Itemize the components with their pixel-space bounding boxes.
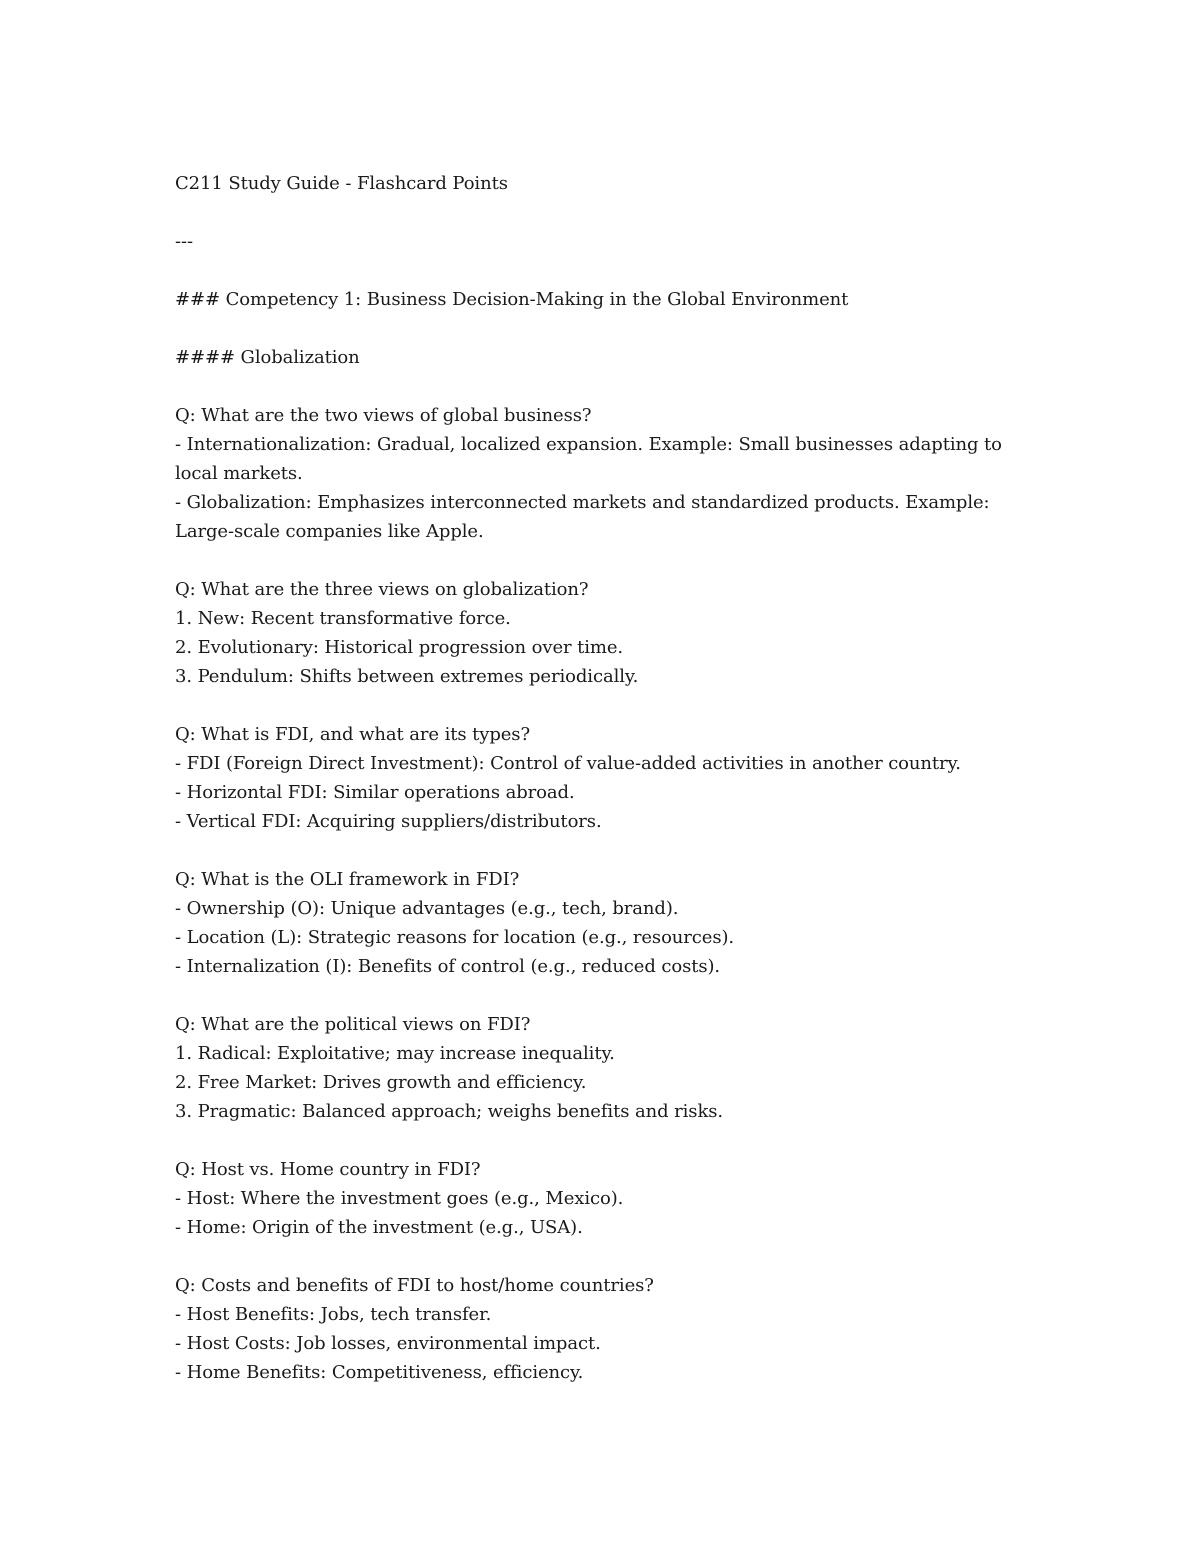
blank-line: [175, 314, 1035, 343]
answer: - Ownership (O): Unique advantages (e.g., tech, brand).: [175, 898, 679, 919]
blank-line: [175, 372, 1035, 401]
qa-block: [175, 1010, 1035, 1126]
blank-line: [175, 546, 1035, 575]
blank-line: [175, 1242, 1035, 1271]
answer: 2. Free Market: Drives growth and efficiency.: [175, 1072, 587, 1093]
blank-line: [175, 691, 1035, 720]
blank-line: [175, 198, 1035, 227]
question: Q: What is the OLI framework in FDI?: [175, 869, 520, 890]
blank-line: [175, 1126, 1035, 1155]
question: Q: What are the three views on globalization?: [175, 579, 589, 600]
answer: - Globalization: Emphasizes interconnected markets and standardized products. Example: Large-scale companies like Apple.: [175, 492, 996, 542]
question: Q: Costs and benefits of FDI to host/home countries?: [175, 1275, 654, 1296]
qa-block: [175, 401, 1035, 546]
blank-line: [175, 256, 1035, 285]
answer: 2. Evolutionary: Historical progression over time.: [175, 637, 624, 658]
answer: - Location (L): Strategic reasons for location (e.g., resources).: [175, 927, 735, 948]
qa-block: [175, 1155, 1035, 1242]
question: Q: What are the political views on FDI?: [175, 1014, 531, 1035]
answer: - Vertical FDI: Acquiring suppliers/distributors.: [175, 811, 602, 832]
document-title: C211 Study Guide - Flashcard Points: [175, 173, 508, 194]
answer: - Horizontal FDI: Similar operations abroad.: [175, 782, 575, 803]
question: Q: What are the two views of global business?: [175, 405, 592, 426]
answer: - FDI (Foreign Direct Investment): Control of value-added activities in another country.: [175, 753, 961, 774]
question: Q: Host vs. Home country in FDI?: [175, 1159, 481, 1180]
answer: - Internationalization: Gradual, localized expansion. Example: Small businesses adapting to local markets.: [175, 434, 1008, 484]
answer: 3. Pragmatic: Balanced approach; weighs benefits and risks.: [175, 1101, 724, 1122]
qa-block: [175, 575, 1035, 691]
answer: 1. Radical: Exploitative; may increase inequality.: [175, 1043, 615, 1064]
competency-heading: ### Competency 1: Business Decision-Making in the Global Environment: [175, 289, 849, 310]
answer: - Internalization (I): Benefits of control (e.g., reduced costs).: [175, 956, 721, 977]
answer: - Home: Origin of the investment (e.g., USA).: [175, 1217, 583, 1238]
qa-block: [175, 720, 1035, 836]
qa-block: [175, 1271, 1035, 1387]
answer: 1. New: Recent transformative force.: [175, 608, 511, 629]
question: Q: What is FDI, and what are its types?: [175, 724, 530, 745]
separator: ---: [175, 231, 193, 252]
blank-line: [175, 981, 1035, 1010]
document-body: [175, 169, 1035, 1387]
answer: - Home Benefits: Competitiveness, efficiency.: [175, 1362, 584, 1383]
answer: - Host: Where the investment goes (e.g., Mexico).: [175, 1188, 624, 1209]
blank-line: [175, 836, 1035, 865]
answer: - Host Costs: Job losses, environmental impact.: [175, 1333, 601, 1354]
answer: - Host Benefits: Jobs, tech transfer.: [175, 1304, 492, 1325]
section-heading: #### Globalization: [175, 347, 360, 368]
qa-block: [175, 865, 1035, 981]
answer: 3. Pendulum: Shifts between extremes periodically.: [175, 666, 639, 687]
